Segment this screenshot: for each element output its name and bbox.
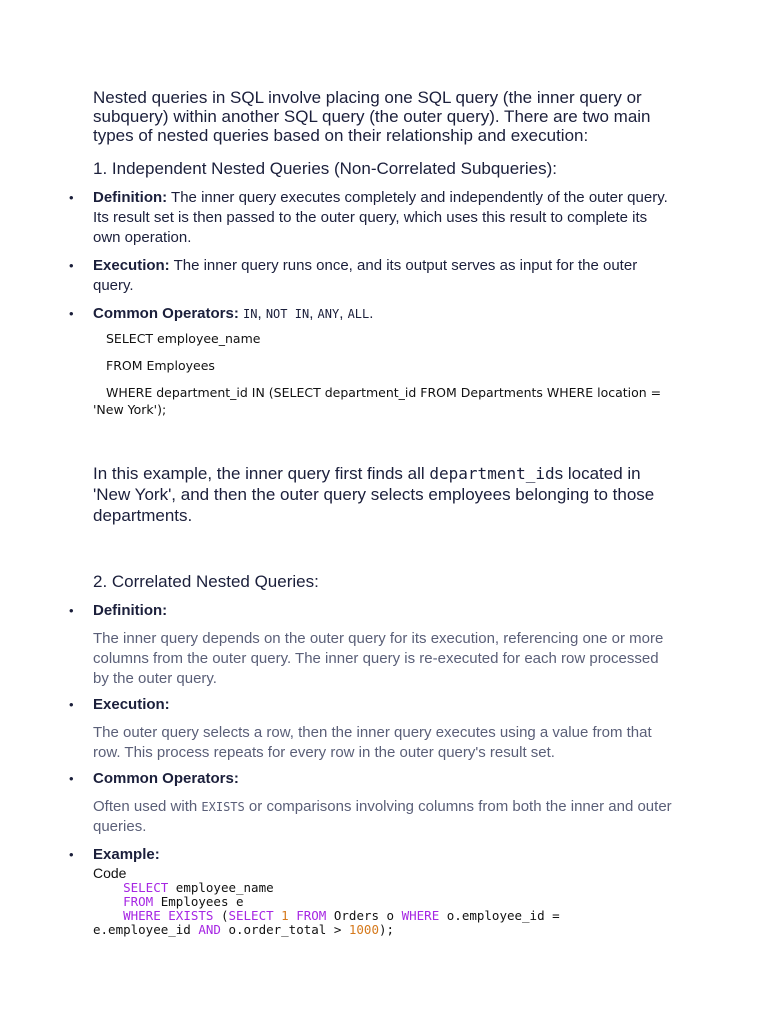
sql-keyword: FROM xyxy=(123,894,154,909)
operator-code: IN xyxy=(243,307,258,321)
separator: , xyxy=(339,305,348,322)
explanation-text: s located in 'New York', and then the outer query selects employees belonging to those departments. xyxy=(93,464,655,525)
sql-keyword: WHERE EXISTS xyxy=(123,908,214,923)
sql-line: SELECT employee_name xyxy=(106,331,261,346)
sql-example-independent xyxy=(93,330,678,418)
explanation-text: In this example, the inner query first finds all xyxy=(93,464,430,483)
document-page xyxy=(93,88,678,943)
code-text: Orders o xyxy=(326,908,402,923)
code-text: o.employee_id = xyxy=(439,908,560,923)
code-indent xyxy=(93,894,123,909)
operators-text-part: Often used with xyxy=(93,798,202,815)
sql-number: 1000 xyxy=(348,922,379,937)
code-label: Code xyxy=(93,865,127,881)
definition-text: The inner query executes completely and independently of the outer query. Its result set is then passed to the outer query, which uses this result to complete its own operation. xyxy=(93,189,668,246)
sql-keyword: SELECT xyxy=(123,880,169,895)
sql-keyword: AND xyxy=(198,922,221,937)
inline-code: department_id xyxy=(429,464,555,483)
operators-text-part: or comparisons involving columns from both the inner and outer queries. xyxy=(93,798,672,835)
correlated-bullet-list xyxy=(93,601,678,937)
separator: , xyxy=(309,305,318,322)
code-text: employee_name xyxy=(168,880,274,895)
definition-text: The inner query depends on the outer query for its execution, referencing one or more columns from the outer query. The inner query is re-executed for each row processed by the outer query. xyxy=(93,630,664,687)
sql-keyword: FROM xyxy=(296,908,327,923)
sql-line: FROM Employees xyxy=(106,358,215,373)
operator-code: ANY xyxy=(317,307,340,321)
list-item-operators xyxy=(93,769,678,837)
term-label: Definition: xyxy=(93,602,168,619)
sql-line: WHERE department_id IN (SELECT department_id FROM Departments WHERE location = 'New York'); xyxy=(93,385,662,417)
code-text: e.employee_id xyxy=(93,922,199,937)
code-block xyxy=(93,881,678,937)
example-explanation xyxy=(93,463,678,526)
terminator: . xyxy=(369,305,374,322)
list-item-definition xyxy=(93,188,678,248)
execution-text: The outer query selects a row, then the inner query executes using a value from that row. This process repeats for every row in the outer query's result set. xyxy=(93,724,652,761)
execution-text: The inner query runs once, and its output serves as input for the outer query. xyxy=(93,257,638,294)
section-heading-independent: 1. Independent Nested Queries (Non-Correlated Subqueries): xyxy=(93,159,557,178)
list-item-execution xyxy=(93,256,678,296)
code-text: o.order_total > xyxy=(220,922,349,937)
list-item-example xyxy=(93,845,678,937)
list-item-definition xyxy=(93,601,678,689)
term-label: Example: xyxy=(93,846,160,863)
term-label: Definition: xyxy=(93,189,168,206)
code-indent xyxy=(93,880,123,895)
separator: , xyxy=(257,305,266,322)
inline-code: EXISTS xyxy=(201,800,245,814)
term-label: Common Operators: xyxy=(93,305,239,322)
sql-keyword: SELECT xyxy=(228,908,274,923)
sql-number: 1 xyxy=(281,908,289,923)
operators-text xyxy=(93,797,678,837)
code-text: ); xyxy=(378,922,395,937)
operator-code: NOT IN xyxy=(265,307,310,321)
term-label: Execution: xyxy=(93,696,170,713)
code-text: Employees e xyxy=(153,894,244,909)
list-item-execution xyxy=(93,695,678,763)
list-item-operators xyxy=(93,304,678,418)
intro-paragraph: Nested queries in SQL involve placing one SQL query (the inner query or subquery) within another SQL query (the outer query). There are two main types of nested queries based on their relationship and execution: xyxy=(93,88,651,145)
term-label: Execution: xyxy=(93,257,170,274)
term-label: Common Operators: xyxy=(93,770,239,787)
operator-code: ALL xyxy=(347,307,370,321)
sql-keyword: WHERE xyxy=(401,908,440,923)
section-heading-correlated: 2. Correlated Nested Queries: xyxy=(93,572,319,591)
code-indent xyxy=(93,908,123,923)
code-text: ( xyxy=(213,908,229,923)
independent-bullet-list xyxy=(93,188,678,418)
